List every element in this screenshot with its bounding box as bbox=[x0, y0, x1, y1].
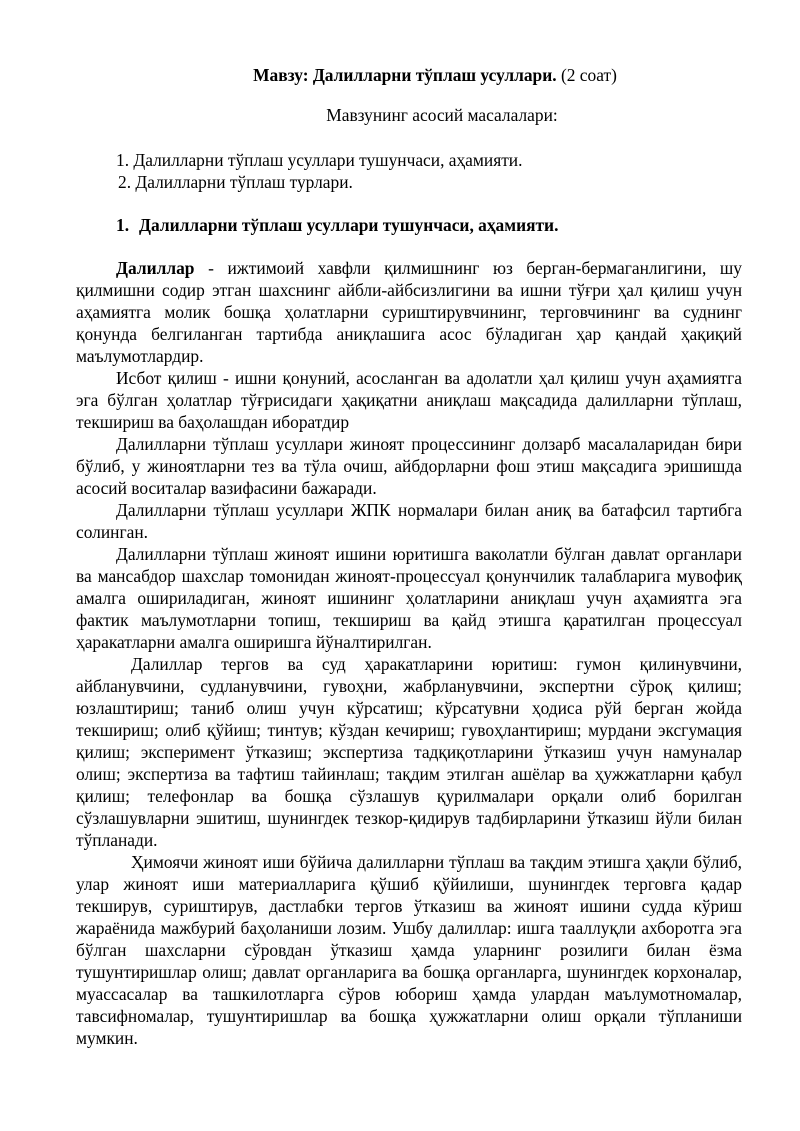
topic-title-bold: Мавзу: Далилларни тўплаш усуллари. bbox=[253, 65, 557, 85]
topic-hours: (2 соат) bbox=[556, 65, 617, 85]
topic-question-2: 2. Далилларни тўплаш турлари. bbox=[118, 172, 353, 192]
section-1-title: Далилларни тўплаш усуллари тушунчаси, аҳамияти. bbox=[139, 215, 559, 235]
paragraph-procedural-code: Далилларни тўплаш усуллари ЖПК нормалари билан аниқ ва батафсил тартибга солинган. bbox=[76, 500, 742, 542]
section-1-heading bbox=[76, 214, 742, 236]
topic-subtitle: Мавзунинг асосий масалалари: bbox=[326, 105, 558, 125]
document-page bbox=[76, 64, 742, 1049]
paragraph-investigative-actions: Далиллар тергов ва суд ҳаракатларини юритиш: гумон қилинувчини, айбланувчини, судланувчини, гувоҳни, жабрланувчини, экспертни сўроқ қилиш; юзлаштириш; таниб олиш учун кўрсатиш; кўрсатувни ҳодиса рўй берган жойда текшириш; олиб қўйиш; тинтув; кўздан кечириш; гувоҳлантириш; мурдани эксгумация қилиш; эксперимент ўтказиш; экспертиза тадқиқотларини ўтказиш учун намуналар олиш; экспертиза ва тафтиш тайинлаш; тақдим этилган ашёлар ва ҳужжатларни қабул қилиш; телефонлар ва бошқа сўзлашув қурилмалари орқали олиб борилган сўзлашувларни эшитиш, шунингдек тезкор-қидирув тадбирларини ўтказиш йўли билан тўпланади. bbox=[76, 654, 742, 850]
paragraph-proof: Исбот қилиш - ишни қонуний, асосланган ва адолатли ҳал қилиш учун аҳамиятга эга бўлган ҳолатлар тўғрисидаги ҳақиқатни аниқлаш мақсадида далилларни тўплаш, текшириш ва баҳолашдан иборатдир bbox=[76, 368, 742, 432]
topic-questions-list bbox=[76, 149, 742, 193]
paragraph-collection-definition: Далилларни тўплаш жиноят ишини юритишга ваколатли бўлган давлат органлари ва мансабдор шахслар томонидан жиноят-процессуал қонунчилик талабларига мувофиқ амалга ошириладиган, жиноят ишининг ҳолатларини аниқлаш учун аҳамиятга эга фактик маълумотларни топиш, текшириш ва қайд этишга қаратилган процессуал ҳаракатларни амалга оширишга йўналтирилган. bbox=[76, 544, 742, 652]
topic-title bbox=[128, 64, 742, 86]
defined-term: Далиллар bbox=[116, 258, 195, 278]
body-text bbox=[76, 257, 742, 1049]
paragraph-defense-evidence: Ҳимоячи жиноят иши бўйича далилларни тўплаш ва тақдим этишга ҳақли бўлиб, улар жиноят иши материалларига қўшиб қўйилиши, шунингдек терговга қадар текширув, суриштирув, дастлабки тергов ўтказиш ва жиноят ишини судда кўриш жараёнида мажбурий баҳоланиши лозим. Ушбу далиллар: ишга тааллуқли ахборотга эга бўлган шахсларни сўровдан ўтказиш ҳамда уларнинг розилиги билан ёзма тушунтиришлар олиш; давлат органларига ва бошқа органларга, шунингдек корхоналар, муассасалар ва ташкилотларга сўров юбориш ҳамда улардан маълумотномалар, тавсифномалар, тушунтиришлар ва бошқа ҳужжатларни олиш орқали тўпланиши мумкин. bbox=[76, 852, 742, 1048]
paragraph-evidence-definition bbox=[76, 257, 742, 367]
definition-text: - ижтимоий хавфли қилмишнинг юз берган-бермаганлигини, шу қилмишни содир этган шахснинг айбли-айбсизлигини ва ишни тўғри ҳал қилиш учун аҳамиятга молик бошқа ҳолатларни суриштирувчининг, терговчининг ва суднинг қонунда белгиланган тартибда аниқлашига асос бўладиган ҳар қандай ҳақиқий маълумотлардир. bbox=[76, 258, 742, 366]
section-1-number: 1. bbox=[116, 215, 130, 235]
topic-question-1: 1. Далилларни тўплаш усуллари тушунчаси, аҳамияти. bbox=[116, 150, 523, 170]
paragraph-collection-methods: Далилларни тўплаш усуллари жиноят процессининг долзарб масалаларидан бири бўлиб, у жиноятларни тез ва тўла очиш, айбдорларни фош этиш мақсадига эришишда асосий воситалар вазифасини бажаради. bbox=[76, 434, 742, 498]
